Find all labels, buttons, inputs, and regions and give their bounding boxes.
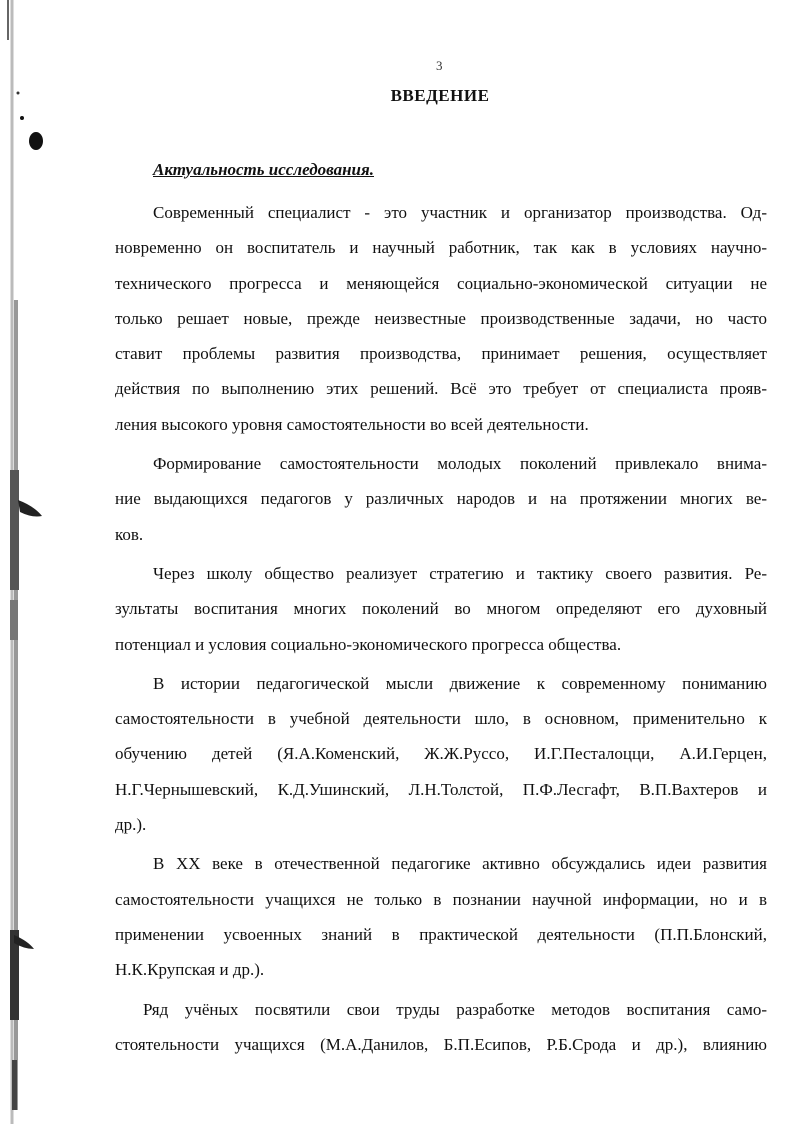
text-line: зультаты воспитания многих поколений во многом определяют его духовный xyxy=(115,599,767,619)
page-number: 3 xyxy=(436,58,443,73)
text-line: др.). xyxy=(115,815,147,835)
text-line: действия по выполнению этих решений. Всё это требует от специалиста прояв- xyxy=(115,379,767,399)
text-line: самостоятельности учащихся не только в познании научной информации, но и в xyxy=(115,889,767,909)
paragraph-1 xyxy=(115,195,767,442)
paragraph-6 xyxy=(115,992,767,1063)
text-line: новременно он воспитатель и научный работник, так как в условиях научно- xyxy=(115,238,767,258)
body-text xyxy=(115,195,767,1062)
text-line: ления высокого уровня самостоятельности во всей деятельности. xyxy=(115,414,589,434)
text-line: потенциал и условия социально-экономического прогресса общества. xyxy=(115,634,622,654)
text-line: самостоятельности в учебной деятельности шло, в основном, применительно к xyxy=(115,709,767,729)
text-line: ставит проблемы развития производства, принимает решения, осуществляет xyxy=(115,344,767,364)
text-line: только решает новые, прежде неизвестные производственные задачи, но часто xyxy=(115,308,767,328)
text-line: Ряд учёных посвятили свои труды разработке методов воспитания само- xyxy=(143,999,767,1019)
text-line: технического прогресса и меняющейся социально-экономической ситуации не xyxy=(115,273,767,293)
text-line: стоятельности учащихся (М.А.Данилов, Б.П.Есипов, Р.Б.Срода и др.), влиянию xyxy=(115,1034,767,1054)
text-line: В XX веке в отечественной педагогике активно обсуждались идеи развития xyxy=(153,854,767,874)
text-line: В истории педагогической мысли движение к современному пониманию xyxy=(153,673,767,693)
text-line: ние выдающихся педагогов у различных народов и на протяжении многих ве- xyxy=(115,489,767,509)
paragraph-4 xyxy=(115,666,767,842)
text-line: Современный специалист - это участник и организатор производства. Од- xyxy=(153,203,767,222)
text-line: обучению детей (Я.А.Коменский, Ж.Ж.Руссо, И.Г.Песталоцци, А.И.Герцен, xyxy=(115,744,767,764)
text-line: Через школу общество реализует стратегию и тактику своего развития. Ре- xyxy=(153,563,767,583)
paragraph-2 xyxy=(115,446,767,552)
text-line: Н.Г.Чернышевский, К.Д.Ушинский, Л.Н.Толстой, П.Ф.Лесгафт, В.П.Вахтеров и xyxy=(115,779,767,799)
text-line: применении усвоенных знаний в практической деятельности (П.П.Блонский, xyxy=(115,924,767,944)
text-line: Н.К.Крупская и др.). xyxy=(115,960,265,980)
text-line: Формирование самостоятельности молодых поколений привлекало внима- xyxy=(153,454,767,474)
paragraph-5 xyxy=(115,846,767,987)
scan-edge-artifact xyxy=(0,0,48,1124)
text-line: ков. xyxy=(115,524,144,544)
page-title: ВВЕДЕНИЕ xyxy=(390,86,490,105)
paragraph-3 xyxy=(115,556,767,662)
section-subheading: Актуальность исследования. xyxy=(153,160,374,179)
